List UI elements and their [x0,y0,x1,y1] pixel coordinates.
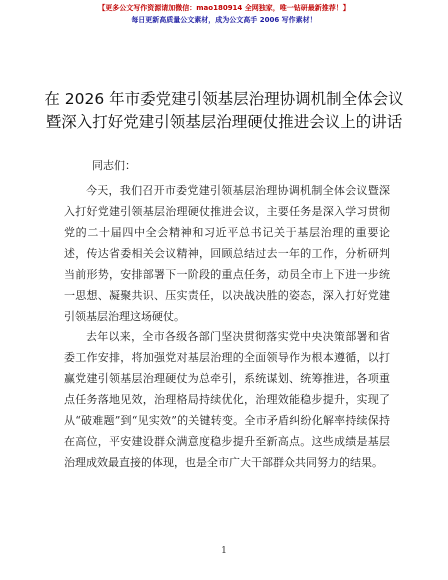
speech-greeting: 同志们： [92,159,136,172]
body-paragraph-1: 今天，我们召开市委党建引领基层治理协调机制全体会议暨深入打好党建引领基层治理硬仗推进会议，主要任务是深入学习贯彻党的二十届四中全会精神和习近平总书记关于基层治理的重要论述，传达省委相关会议精神，回顾总结过去一年的工作，分析研判当前形势，安排部署下一阶段的重点任务，动员全市上下进一步统一思想、凝聚共识、压实责任，以决战决胜的姿态，深入打好党建引领基层治理这场硬仗。 [64,184,390,323]
promo-banner [0,2,448,26]
page-number: 1 [221,546,227,556]
promo-banner-line2: 每日更新高质量公文素材，成为公文高手 2006 写作素材！ [131,16,317,24]
promo-banner-line1: 【更多公文写作资源请加微信：mao180914 全网独家，唯一钻研最新推荐！】 [98,4,350,12]
document-title: 在 2026 年市委党建引领基层治理协调机制全体会议暨深入打好党建引领基层治理硬仗推进会议上的讲话 [44,90,404,131]
body-paragraph-2: 去年以来，全市各级各部门坚决贯彻落实党中央决策部署和省委工作安排，将加强党对基层治理的全面领导作为根本遵循，以打赢党建引领基层治理硬仗为总牵引，系统谋划、统筹推进，各项重点任务落地见效，治理格局持续优化，治理效能稳步提升，实现了从“破难题”到“见实效”的关键转变。全市矛盾纠纷化解率持续保持在高位，平安建设群众满意度稳步提升至新高点。这些成绩是基层治理成效最直接的体现，也是全市广大干部群众共同努力的结果。 [64,330,390,469]
